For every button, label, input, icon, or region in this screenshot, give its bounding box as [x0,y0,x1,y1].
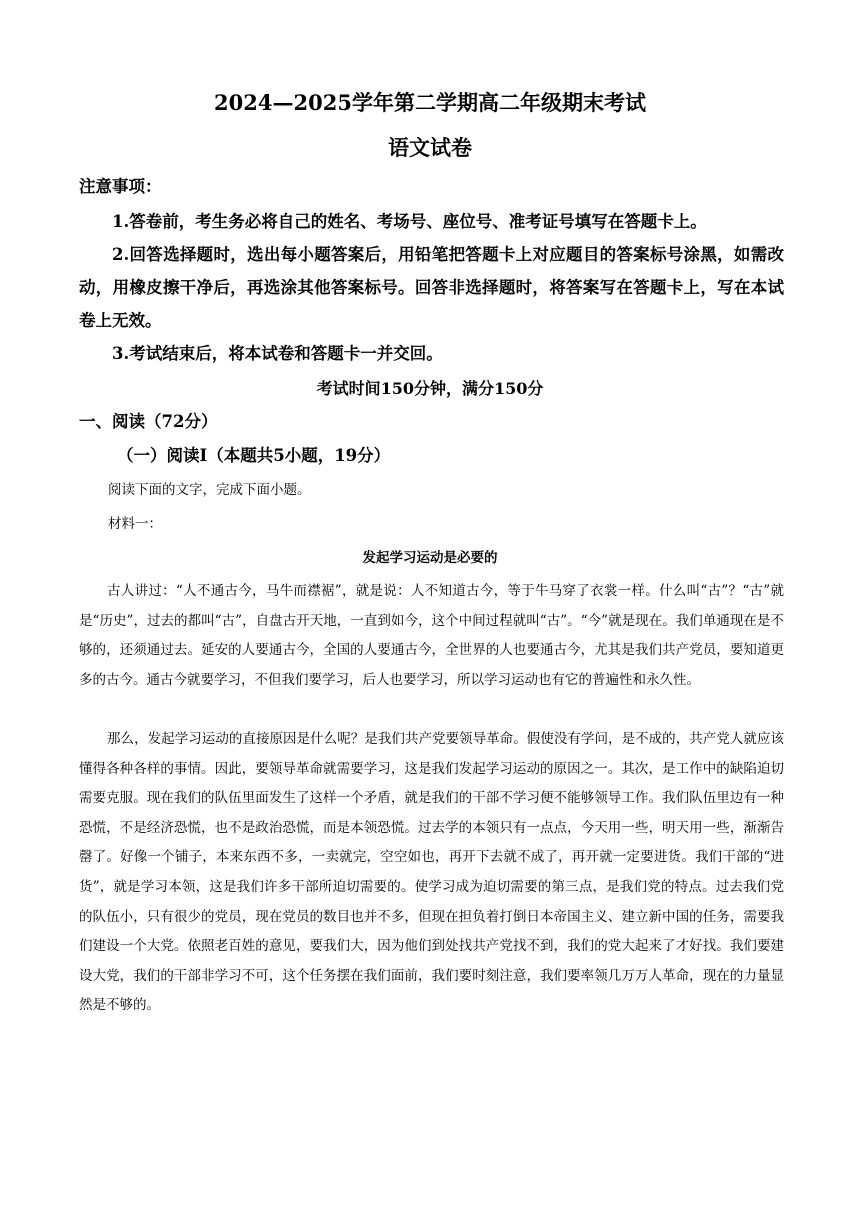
article-paragraph-1: 古人讲过：“人不通古今，马牛而襟裾”，就是说：人不知道古今，等于牛马穿了衣裳一样。什么叫“古”？“古”就是“历史”，过去的都叫“古”，自盘古开天地，一直到如今，这个中间过程就叫“古”。“今”就是现在。我们单通现在是不够的，还须通过去。延安的人要通古今，全国的人要通古今，全世界的人也要通古今，尤其是我们共产党员，要知道更多的古今。通古今就要学习，不但我们要学习，后人也要学习，所以学习运动也有它的普遍性和永久性。 [79,583,784,688]
article-title: 发起学习运动是必要的 [362,550,498,566]
notice-item-3: 3.考试结束后，将本试卷和答题卡一并交回。 [112,344,443,363]
article-paragraph-2: 那么，发起学习运动的直接原因是什么呢？是我们共产党要领导革命。假使没有学问，是不成的，共产党人就应该懂得各种各样的事情。因此，要领导革命就需要学习，这是我们发起学习运动的原因之一。其次，是工作中的缺陷迫切需要克服。现在我们的队伍里面发生了这样一个矛盾，就是我们的干部不学习便不能够领导工作。我们队伍里边有一种恐慌，不是经济恐慌，也不是政治恐慌，而是本领恐慌。过去学的本领只有一点点，今天用一些，明天用一些，渐渐告罄了。好像一个铺子，本来东西不多，一卖就完，空空如也，再开下去就不成了，再开就一定要进货。我们干部的“进货”，就是学习本领，这是我们许多干部所迫切需要的。使学习成为迫切需要的第三点，是我们党的特点。过去我们党的队伍小，只有很少的党员，现在党员的数目也并不多，但现在担负着打倒日本帝国主义、建立新中国的任务，需要我们建设一个大党。依照老百姓的意见，要我们大，因为他们到处找共产党找不到，我们的党大起来了才好找。我们要建设大党，我们的干部非学习不可，这个任务摆在我们面前，我们要时刻注意，我们要率领几万万人革命，现在的力量显然是不够的。 [79,731,784,1014]
notice-item-2: 2.回答选择题时，选出每小题答案后，用铅笔把答题卡上对应题目的答案标号涂黑，如需改动，用橡皮擦干净后，再选涂其他答案标号。回答非选择题时，将答案写在答题卡上，写在本试卷上无效。 [79,245,784,330]
notice-item-1: 1.答卷前，考生务必将自己的姓名、考场号、座位号、准考证号填写在答题卡上。 [112,212,707,231]
notice-heading: 注意事项： [79,177,162,196]
material-label: 材料一： [108,516,162,532]
exam-time-score: 考试时间150分钟，满分150分 [316,379,544,398]
reading-instruction: 阅读下面的文字，完成下面小题。 [108,482,311,498]
section-subheading: （一）阅读Ⅰ（本题共5小题，19分） [117,446,391,465]
section-heading: 一、阅读（72分） [79,412,218,431]
exam-title: 2024—2025学年第二学期高二年级期末考试 [214,90,646,115]
exam-subtitle: 语文试卷 [388,135,472,160]
